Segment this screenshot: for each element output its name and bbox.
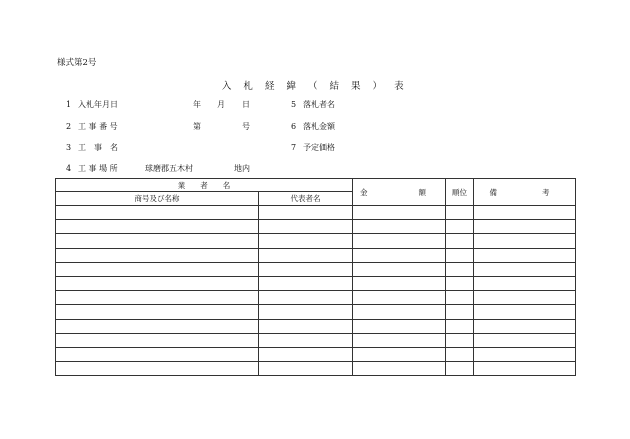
field-number: 3 bbox=[66, 143, 72, 152]
remarks-cell bbox=[474, 220, 576, 234]
remarks-cell bbox=[474, 276, 576, 290]
field-number: 7 bbox=[291, 143, 297, 152]
remarks-cell bbox=[474, 248, 576, 262]
field-contract-number bbox=[66, 121, 118, 132]
day-label: 日 bbox=[242, 100, 250, 109]
representative-cell bbox=[259, 291, 353, 305]
work-place-value: 球磨郡五木村 bbox=[145, 164, 193, 173]
company-cell bbox=[56, 206, 259, 220]
amount-cell bbox=[353, 362, 446, 376]
remarks-cell bbox=[474, 234, 576, 248]
amount-cell bbox=[353, 347, 446, 361]
rank-cell bbox=[446, 220, 474, 234]
remarks-cell bbox=[474, 291, 576, 305]
company-cell bbox=[56, 319, 259, 333]
field-label: 予定価格 bbox=[303, 143, 335, 152]
amount-cell bbox=[353, 262, 446, 276]
field-bid-date bbox=[66, 99, 118, 110]
amount-cell bbox=[353, 333, 446, 347]
bidder-header: 業 者 名 bbox=[56, 179, 353, 192]
company-cell bbox=[56, 347, 259, 361]
representative-cell bbox=[259, 347, 353, 361]
field-label: 入札年月日 bbox=[78, 100, 118, 109]
rank-cell bbox=[446, 305, 474, 319]
company-cell bbox=[56, 234, 259, 248]
field-label: 工 事 名 bbox=[78, 143, 118, 152]
remarks-cell bbox=[474, 333, 576, 347]
field-label: 落札者名 bbox=[303, 100, 335, 109]
field-label: 落札金額 bbox=[303, 122, 335, 131]
remarks-header: 備 考 bbox=[474, 179, 576, 206]
table-row bbox=[56, 362, 576, 376]
table-row bbox=[56, 305, 576, 319]
field-estimated-price bbox=[291, 142, 335, 153]
amount-cell bbox=[353, 291, 446, 305]
table-row bbox=[56, 319, 576, 333]
representative-cell bbox=[259, 305, 353, 319]
representative-cell bbox=[259, 248, 353, 262]
representative-cell bbox=[259, 319, 353, 333]
table-body bbox=[56, 206, 576, 376]
amount-cell bbox=[353, 248, 446, 262]
remarks-cell bbox=[474, 319, 576, 333]
rank-cell bbox=[446, 347, 474, 361]
field-number: 4 bbox=[66, 164, 72, 173]
company-cell bbox=[56, 248, 259, 262]
representative-cell bbox=[259, 333, 353, 347]
amount-cell bbox=[353, 305, 446, 319]
company-cell bbox=[56, 305, 259, 319]
company-cell bbox=[56, 333, 259, 347]
remarks-cell bbox=[474, 262, 576, 276]
rank-cell bbox=[446, 276, 474, 290]
rank-cell bbox=[446, 291, 474, 305]
amount-cell bbox=[353, 234, 446, 248]
amount-header: 金 額 bbox=[353, 179, 446, 206]
company-cell bbox=[56, 276, 259, 290]
company-cell bbox=[56, 291, 259, 305]
representative-cell bbox=[259, 220, 353, 234]
rank-cell bbox=[446, 262, 474, 276]
representative-header: 代表者名 bbox=[259, 192, 353, 206]
year-label: 年 bbox=[193, 100, 201, 109]
rank-header: 順位 bbox=[446, 179, 474, 206]
field-work-name bbox=[66, 142, 118, 153]
field-number: 2 bbox=[66, 122, 72, 131]
representative-cell bbox=[259, 276, 353, 290]
table-row bbox=[56, 291, 576, 305]
field-winner bbox=[291, 99, 335, 110]
field-winning-amount bbox=[291, 121, 335, 132]
amount-cell bbox=[353, 220, 446, 234]
amount-cell bbox=[353, 206, 446, 220]
representative-cell bbox=[259, 234, 353, 248]
table-row bbox=[56, 347, 576, 361]
table-row bbox=[56, 276, 576, 290]
table-row bbox=[56, 262, 576, 276]
table-row bbox=[56, 234, 576, 248]
rank-cell bbox=[446, 319, 474, 333]
document-title: 入 札 経 緯 （ 結 果 ） 表 bbox=[221, 81, 409, 92]
field-number: 1 bbox=[66, 100, 72, 109]
table-row bbox=[56, 248, 576, 262]
representative-cell bbox=[259, 262, 353, 276]
field-label: 工 事 場 所 bbox=[78, 164, 118, 173]
remarks-cell bbox=[474, 206, 576, 220]
form-number: 様式第2号 bbox=[57, 58, 97, 68]
representative-cell bbox=[259, 362, 353, 376]
work-place-suffix: 地内 bbox=[234, 164, 250, 173]
rank-cell bbox=[446, 234, 474, 248]
table-row bbox=[56, 220, 576, 234]
field-work-place bbox=[66, 163, 118, 174]
rank-cell bbox=[446, 333, 474, 347]
contract-suffix: 号 bbox=[242, 122, 250, 131]
bidder-table bbox=[55, 178, 576, 376]
table-row bbox=[56, 333, 576, 347]
company-cell bbox=[56, 220, 259, 234]
contract-prefix: 第 bbox=[193, 122, 201, 131]
rank-cell bbox=[446, 362, 474, 376]
company-cell bbox=[56, 362, 259, 376]
representative-cell bbox=[259, 206, 353, 220]
company-cell bbox=[56, 262, 259, 276]
amount-cell bbox=[353, 319, 446, 333]
field-number: 6 bbox=[291, 122, 297, 131]
table-row bbox=[56, 206, 576, 220]
company-header: 商号及び名称 bbox=[56, 192, 259, 206]
rank-cell bbox=[446, 206, 474, 220]
field-label: 工 事 番 号 bbox=[78, 122, 118, 131]
field-number: 5 bbox=[291, 100, 297, 109]
remarks-cell bbox=[474, 347, 576, 361]
rank-cell bbox=[446, 248, 474, 262]
remarks-cell bbox=[474, 362, 576, 376]
month-label: 月 bbox=[217, 100, 225, 109]
amount-cell bbox=[353, 276, 446, 290]
remarks-cell bbox=[474, 305, 576, 319]
